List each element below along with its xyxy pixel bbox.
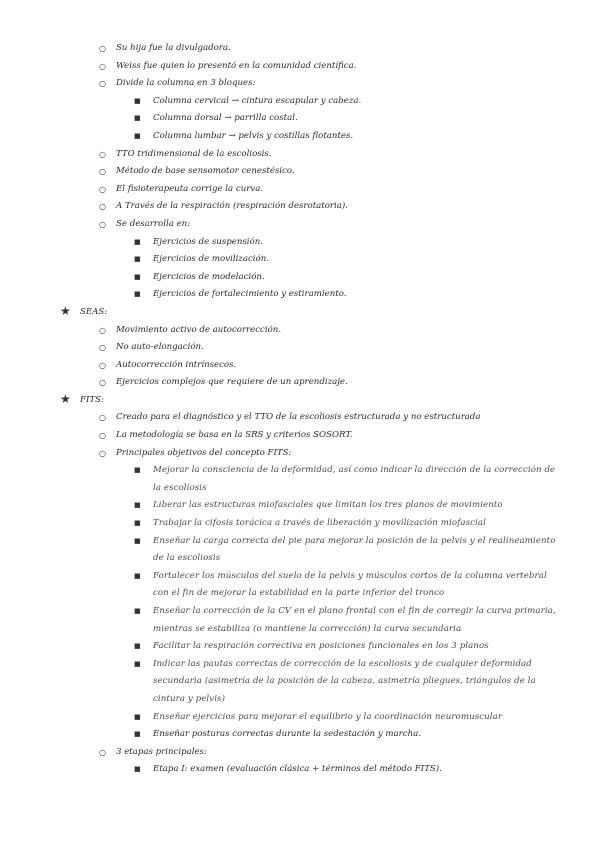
list-item-text: Weiss fue quien lo presentó en la comunidad científica. (116, 60, 357, 71)
list-item (0, 744, 600, 762)
circle-bullet-icon: ○ (99, 448, 106, 458)
list-item-text: Enseñar la corrección de la CV en el plano frontal con el fin de corregir la curva primaria, mientras se estabiliza (o mantiene la corrección) la curva secundaria (153, 606, 556, 634)
list-item-text: El fisioterapeuta corrige la curva. (116, 183, 264, 194)
square-bullet-icon: ■ (134, 114, 141, 123)
list-item (0, 251, 600, 269)
list-item (0, 726, 600, 744)
square-bullet-icon: ■ (134, 712, 141, 721)
list-item (0, 75, 600, 93)
circle-bullet-icon: ○ (99, 325, 106, 335)
circle-bullet-icon: ○ (99, 219, 106, 229)
list-item (0, 128, 600, 146)
list-item-text: Movimiento activo de autocorrección. (116, 324, 282, 335)
list-item-text: Fortalecer los músculos del suelo de la pelvis y músculos cortos de la columna vertebral con el fin de mejorar la estabilidad en la parte inferior del tronco (153, 570, 547, 599)
square-bullet-icon: ■ (134, 501, 141, 510)
square-bullet-icon: ■ (134, 290, 141, 299)
list-item (0, 93, 600, 111)
list-item (0, 181, 600, 199)
list-item-text: FITS: (80, 394, 104, 405)
list-item (0, 603, 600, 638)
list-item-text: Principales objetivos del concepto FITS: (116, 447, 292, 458)
list-item (0, 533, 600, 568)
list-item (0, 427, 600, 445)
square-bullet-icon: ■ (134, 96, 141, 105)
list-item-text: Método de base sensomotor cenestésico. (116, 166, 295, 177)
circle-bullet-icon: ○ (99, 413, 106, 423)
list-item-text: Se desarrolla en: (116, 218, 191, 229)
circle-bullet-icon: ○ (99, 360, 106, 370)
list-item-text: Ejercicios de suspensión. (153, 236, 263, 247)
list-item-text: Autocorrección intrínsecos. (116, 359, 237, 370)
circle-bullet-icon: ○ (99, 431, 106, 441)
list-item-text: Ejercicios complejos que requiere de un aprendizaje. (116, 377, 348, 388)
list-item (0, 656, 600, 709)
section-heading (0, 392, 600, 410)
list-item (0, 286, 600, 304)
circle-bullet-icon: ○ (99, 184, 106, 194)
list-item (0, 58, 600, 76)
list-item (0, 163, 600, 181)
document-page (0, 40, 600, 779)
circle-bullet-icon: ○ (99, 747, 106, 757)
star-bullet-icon: ★ (60, 303, 71, 318)
list-item-text: Su hija fue la divulgadora. (116, 43, 231, 53)
square-bullet-icon: ■ (134, 607, 141, 615)
circle-bullet-icon: ○ (99, 44, 106, 53)
list-item (0, 409, 600, 427)
square-bullet-icon: ■ (134, 466, 141, 475)
circle-bullet-icon: ○ (99, 202, 106, 212)
list-item (0, 515, 600, 533)
list-item (0, 462, 600, 497)
circle-bullet-icon: ○ (99, 343, 106, 353)
list-item (0, 146, 600, 164)
list-item (0, 216, 600, 234)
square-bullet-icon: ■ (134, 571, 141, 580)
circle-bullet-icon: ○ (99, 79, 106, 89)
list-item (0, 339, 600, 357)
list-item (0, 198, 600, 216)
list-item-text: Divide la columna en 3 bloques: (116, 78, 256, 89)
list-item-text: Ejercicios de modelación. (153, 271, 265, 282)
list-item-text: Columna lumbar → pelvis y costillas flotantes. (153, 130, 354, 141)
list-item (0, 568, 600, 603)
list-item-text: Etapa I: examen (evaluación clásica + términos del método FITS). (153, 764, 442, 775)
circle-bullet-icon: ○ (99, 149, 106, 159)
list-item (0, 445, 600, 463)
list-item-text: La metodología se basa en la SRS y criterios SOSORT. (116, 430, 353, 441)
list-item-text: 3 etapas principales: (116, 746, 207, 757)
list-item-text: Ejercicios de movilización. (153, 254, 269, 265)
list-item-text: Enseñar la carga correcta del pie para mejorar la posición de la pelvis y el realineamiento de la escoliosis (153, 535, 556, 564)
square-bullet-icon: ■ (134, 659, 141, 668)
square-bullet-icon: ■ (134, 730, 141, 739)
list-item (0, 322, 600, 340)
list-item (0, 709, 600, 727)
square-bullet-icon: ■ (134, 255, 141, 264)
square-bullet-icon: ■ (134, 272, 141, 281)
section-heading (0, 304, 600, 322)
star-bullet-icon: ★ (60, 391, 71, 406)
list-item-text: Liberar las estructuras miofasciales que limitan los tres planos de movimiento (153, 500, 503, 511)
list-item (0, 357, 600, 375)
circle-bullet-icon: ○ (99, 378, 106, 388)
list-item-text: Indicar las pautas correctas de corrección de la escoliosis y de cualquier deformidad secundaria (asimetría de la posición de la cabeza, asimetría pliegues, triángulos de la cintura y pelvis) (153, 658, 536, 704)
square-bullet-icon: ■ (134, 536, 141, 545)
circle-bullet-icon: ○ (99, 167, 106, 177)
list-item-text: Trabajar la cifosis torácica a través de liberación y movilización miofascial (153, 518, 486, 529)
square-bullet-icon: ■ (134, 642, 141, 651)
list-item-text: TTO tridimensional de la escoliosis. (116, 148, 272, 159)
list-item-text: Ejercicios de fortalecimiento y estiramiento. (153, 289, 347, 300)
list-item (0, 40, 600, 58)
list-item-text: A Través de la respiración (respiración desrotatoria). (116, 201, 348, 212)
square-bullet-icon: ■ (134, 131, 141, 140)
list-item-text: Columna cervical → cintura escapular y cabeza. (153, 95, 362, 106)
circle-bullet-icon: ○ (99, 61, 106, 71)
list-item (0, 761, 600, 779)
list-item-text: Mejorar la consciencia de la deformidad, así como indicar la dirección de la corrección de la escoliosis (153, 465, 556, 493)
list-item (0, 497, 600, 515)
list-item (0, 638, 600, 656)
list-item-text: SEAS: (80, 306, 108, 317)
list-item (0, 234, 600, 252)
list-item-text: No auto-elongación. (116, 342, 204, 353)
list-item-text: Creado para el diagnóstico y el TTO de la escoliosis estructurada y no estructurada (116, 412, 481, 423)
list-item-text: Facilitar la respiración correctiva en posiciones funcionales en los 3 planos (153, 641, 489, 652)
square-bullet-icon: ■ (134, 237, 141, 246)
list-item (0, 374, 600, 392)
square-bullet-icon: ■ (134, 765, 141, 774)
square-bullet-icon: ■ (134, 519, 141, 528)
list-item (0, 110, 600, 128)
list-item (0, 269, 600, 287)
list-item-text: Enseñar ejercicios para mejorar el equilibrio y la coordinación neuromuscular (153, 711, 503, 722)
list-item-text: Columna dorsal → parrilla costal. (153, 113, 298, 124)
list-item-text: Enseñar posturas correctas durante la sedestación y marcha. (153, 729, 421, 740)
